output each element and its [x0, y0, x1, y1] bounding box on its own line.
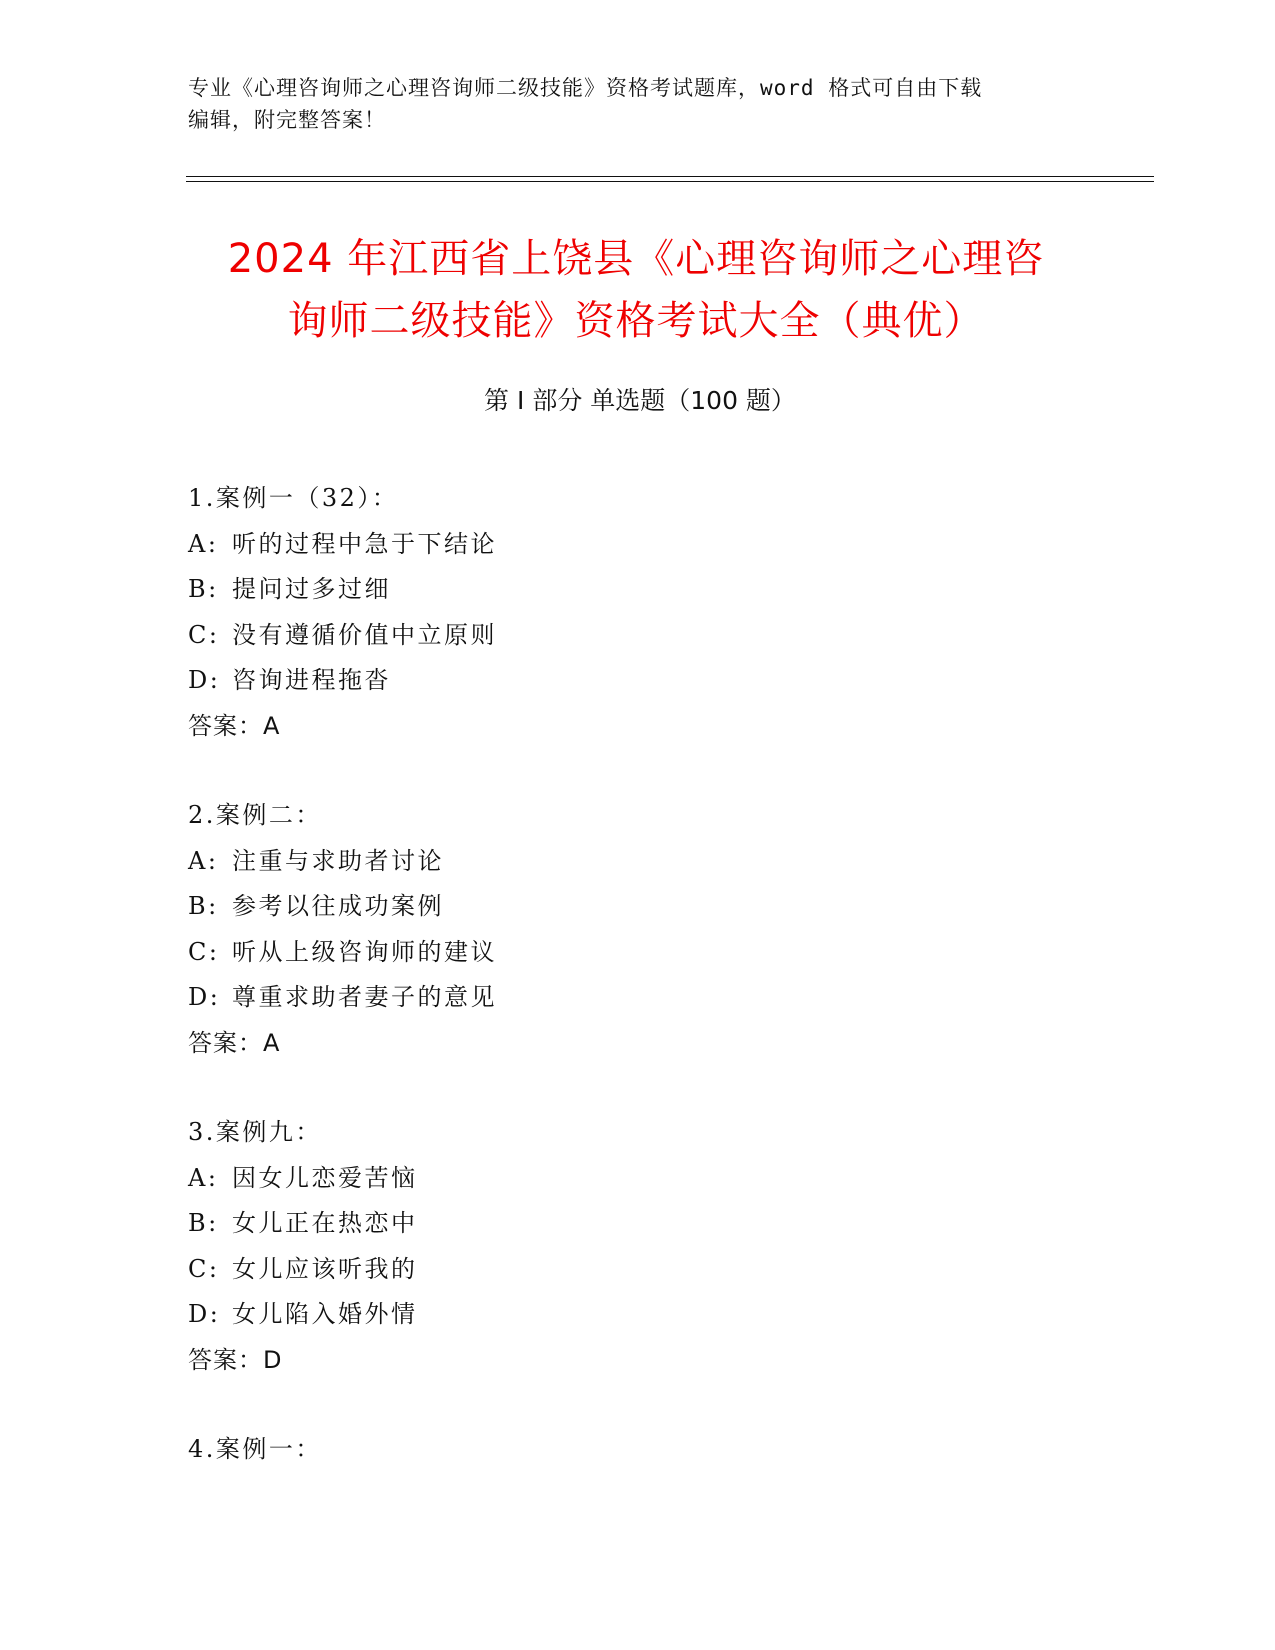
answer: 答案：A	[188, 711, 281, 740]
question-stem: 2.案例二：	[188, 801, 322, 829]
section-title: 第 I 部分 单选题（100 题）	[484, 386, 796, 415]
header-note-line-2: 编辑，附完整答案！	[188, 108, 386, 132]
document-title-line-1: 2024 年江西省上饶县《心理咨询师之心理咨	[227, 236, 1045, 282]
option-c	[188, 613, 1088, 659]
question-stem: 3.案例九：	[188, 1118, 322, 1146]
option-c	[188, 930, 1088, 976]
option-key: A:	[188, 1163, 219, 1192]
answer: 答案：D	[188, 1345, 283, 1374]
header-note	[188, 72, 1088, 136]
option-d	[188, 658, 1088, 704]
question-stem: 1.案例一（32）：	[188, 484, 399, 512]
option-key: A:	[188, 846, 219, 875]
option-c	[188, 1247, 1088, 1293]
option-text: 听的过程中急于下结论	[232, 529, 497, 558]
option-text: 听从上级咨询师的建议	[232, 937, 497, 966]
option-b	[188, 1201, 1088, 1247]
option-text: 参考以往成功案例	[232, 892, 444, 920]
header-divider-bottom	[186, 181, 1154, 182]
question-2	[188, 793, 1088, 1066]
option-b	[188, 567, 1088, 613]
option-text: 没有遵循价值中立原则	[232, 620, 497, 649]
option-b	[188, 884, 1088, 930]
option-text: 女儿陷入婚外情	[232, 1300, 418, 1328]
option-text: 注重与求助者讨论	[232, 846, 444, 875]
document-title	[186, 228, 1086, 352]
option-text: 咨询进程拖沓	[232, 666, 391, 694]
header-note-line-1: 专业《心理咨询师之心理咨询师二级技能》资格考试题库，word 格式可自由下载	[188, 76, 983, 100]
question-stem: 4.案例一：	[188, 1435, 322, 1463]
option-key: C:	[188, 1254, 220, 1283]
option-key: B:	[188, 575, 219, 603]
option-key: D:	[188, 1300, 221, 1328]
option-text: 尊重求助者妻子的意见	[232, 983, 497, 1011]
option-text: 女儿应该听我的	[232, 1254, 418, 1283]
question-1	[188, 476, 1088, 749]
question-4	[188, 1427, 1088, 1473]
option-text: 因女儿恋爱苦恼	[232, 1163, 418, 1192]
option-d	[188, 1292, 1088, 1338]
question-3	[188, 1110, 1088, 1383]
option-text: 提问过多过细	[232, 575, 391, 603]
option-key: A:	[188, 529, 219, 558]
option-key: D:	[188, 983, 221, 1011]
option-a	[188, 522, 1088, 568]
document-title-line-2: 询师二级技能》资格考试大全（典优）	[287, 298, 985, 344]
option-text: 女儿正在热恋中	[232, 1209, 418, 1237]
answer: 答案：A	[188, 1028, 281, 1057]
option-key: C:	[188, 937, 220, 966]
option-d	[188, 975, 1088, 1021]
header-divider-top	[186, 176, 1154, 177]
option-key: C:	[188, 620, 220, 649]
option-key: B:	[188, 1209, 219, 1237]
option-a	[188, 839, 1088, 885]
option-key: B:	[188, 892, 219, 920]
question-list	[188, 476, 1088, 1517]
option-key: D:	[188, 666, 221, 694]
option-a	[188, 1156, 1088, 1202]
